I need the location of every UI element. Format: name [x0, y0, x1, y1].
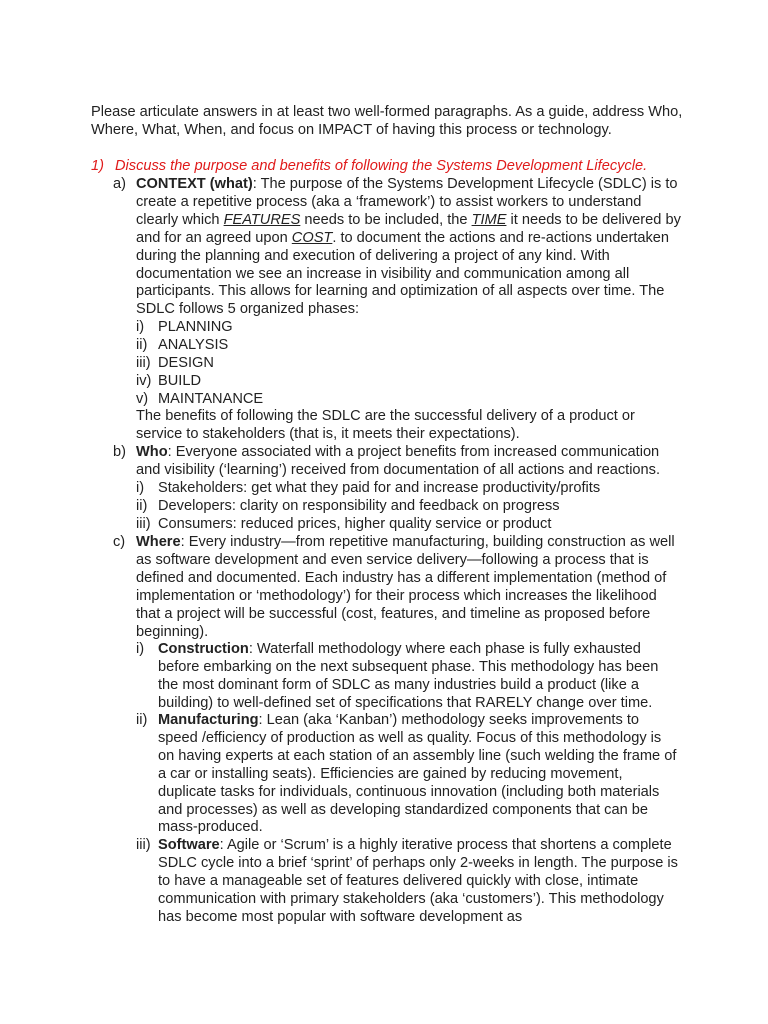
- list-item: [136, 391, 636, 409]
- section-b-heading: Who: [136, 444, 168, 460]
- list-text: MAINTANANCE: [158, 390, 264, 407]
- list-number: i): [136, 641, 145, 657]
- list-text: Developers: clarity on responsibility and feedback on progress: [158, 497, 560, 514]
- question-heading: [91, 158, 711, 176]
- section-c-heading: Where: [136, 534, 181, 550]
- list-item: [136, 516, 676, 534]
- section-a-text-2: needs to be included, the: [300, 211, 472, 228]
- list-text: DESIGN: [158, 354, 214, 371]
- list-text: BUILD: [158, 372, 201, 389]
- question-text: Discuss the purpose and benefits of following the Systems Development Lifecycle.: [115, 158, 648, 174]
- who-list: [136, 480, 676, 534]
- construction-body: : Waterfall methodology where each phase is fully exhausted before embarking on the next subsequent phase. This methodology has been the most dominant form of SDLC as many industries build a product (like a building) to well-defined set of specifications that RARELY change over time.: [158, 641, 659, 711]
- construction-item: [136, 641, 676, 713]
- list-text: ANALYSIS: [158, 336, 229, 353]
- section-b-text: : Everyone associated with a project benefits from increased communication and visibility (‘learning’) received from documentation of all actions and reactions.: [136, 444, 661, 478]
- list-text: Stakeholders: get what they paid for and increase productivity/profits: [158, 480, 601, 496]
- section-a-text-1: : The purpose of the Systems Development Lifecycle (SDLC) is to create a repetitive process (aka a ‘framework’) to assist workers to understand clearly which: [136, 176, 678, 228]
- list-number: i): [136, 480, 145, 496]
- list-number: iii): [136, 837, 151, 853]
- manufacturing-body: : Lean (aka ‘Kanban’) methodology seeks improvements to speed /efficiency of production as well as quality. Focus of this methodology is on having experts at each station of an assembly line (such welding the frame of a car or installing seats). Efficiencies are gained by reducing movement, duplicate tasks for individuals, continuous innovation (including both materials and processes) as well as developing standardized components that can be mass-produced.: [158, 712, 677, 836]
- list-number: ii): [136, 712, 148, 728]
- section-c-paragraph: [136, 534, 681, 641]
- section-c-label: c): [113, 534, 126, 550]
- intro-paragraph: Please articulate answers in at least two well-formed paragraphs. As a guide, address Who, Where, What, When, and focus on IMPACT of having this process or technology.: [91, 104, 683, 138]
- benefits-paragraph: The benefits of following the SDLC are the successful delivery of a product or service to stakeholders (that is, it meets their expectations).: [136, 408, 635, 442]
- cost-term: COST: [291, 229, 333, 246]
- list-number: ii): [136, 336, 148, 353]
- manufacturing-heading: Manufacturing: [158, 712, 259, 728]
- list-item: [136, 337, 636, 355]
- section-a-text-4: . to document the actions and re-actions undertaken during the planning and execution of delivering a project of any kind. With documentation we see an increase in visibility and communication among all participants. This allows for learning and optimization of all aspects over time. The SDLC follows 5 organized phases:: [136, 229, 670, 318]
- software-body: : Agile or ‘Scrum’ is a highly iterative process that shortens a complete SDLC cycle into a brief ‘sprint’ of perhaps only 2-weeks in length. The purpose is to have a manageable set of features delivered quickly with close, intimate communication with primary stakeholders (aka ‘customers’). This methodology has become most popular with software development as: [158, 837, 678, 925]
- section-a-heading: CONTEXT (what): [136, 176, 253, 192]
- list-number: v): [136, 390, 149, 407]
- list-text: PLANNING: [158, 319, 233, 335]
- construction-heading: Construction: [158, 641, 249, 657]
- time-term: TIME: [471, 211, 507, 228]
- list-number: iv): [136, 372, 152, 389]
- software-item: [136, 837, 676, 937]
- phases-list: [136, 319, 636, 409]
- software-heading: Software: [158, 837, 220, 853]
- list-number: ii): [136, 497, 148, 514]
- list-item: [136, 480, 676, 498]
- software-text: [158, 837, 678, 927]
- section-b-label: b): [113, 444, 126, 460]
- list-item: [136, 498, 676, 516]
- section-c-text: : Every industry—from repetitive manufacturing, building construction as well as software development and even service delivery—following a process that is defined and documented. Each industry has a different implementation (method of implementation or ‘methodology’) for their process which increases the likelihood that a project will be successful (cost, features, and timeline as proposed before beginning).: [136, 534, 675, 640]
- construction-text: [158, 641, 678, 713]
- list-number: i): [136, 319, 145, 335]
- section-a-text-3: it needs to be delivered by and for an agreed upon: [136, 211, 681, 246]
- question-number: 1): [91, 158, 104, 174]
- list-item: [136, 319, 636, 337]
- list-text: Consumers: reduced prices, higher quality service or product: [158, 515, 552, 532]
- section-a-label: a): [113, 176, 126, 192]
- list-item: [136, 355, 636, 373]
- section-a-paragraph: [136, 176, 681, 319]
- list-item: [136, 373, 636, 391]
- section-b-paragraph: [136, 444, 681, 480]
- features-term: FEATURES: [223, 211, 301, 228]
- list-number: iii): [136, 515, 151, 532]
- list-number: iii): [136, 354, 151, 371]
- manufacturing-item: [136, 712, 676, 838]
- manufacturing-text: [158, 712, 678, 837]
